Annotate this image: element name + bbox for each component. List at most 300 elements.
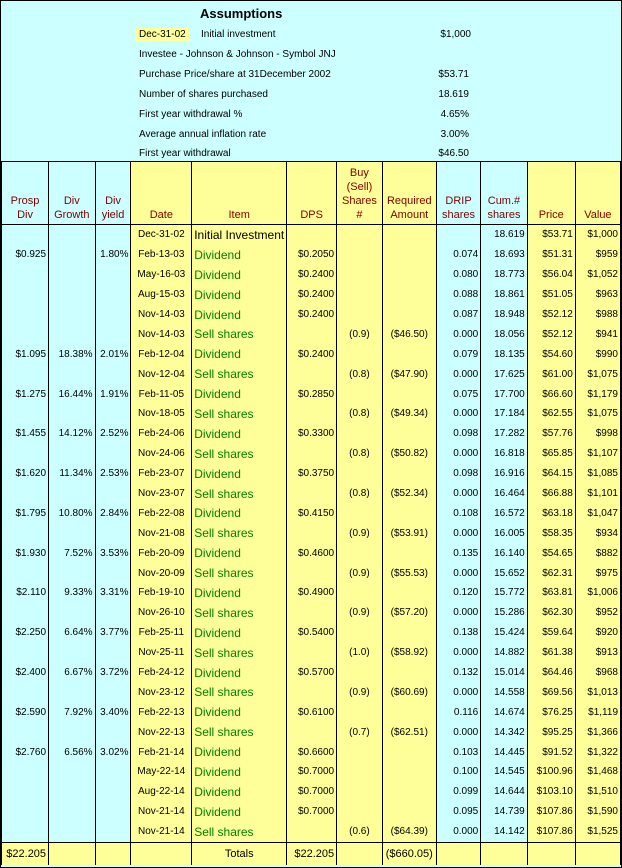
table-cell (287, 364, 337, 384)
assumption-text: Average annual inflation rate (139, 129, 267, 140)
table-cell (382, 623, 436, 643)
table-cell: 2.53% (95, 464, 131, 484)
table-cell: 11.34% (49, 464, 96, 484)
table-cell (287, 682, 337, 702)
column-header: Div yield (95, 162, 131, 225)
table-cell: $0.2850 (287, 384, 337, 404)
table-cell: $1,000 (575, 225, 620, 245)
table-cell (382, 384, 436, 404)
table-row (2, 782, 621, 802)
table-cell: 14.739 (481, 802, 527, 822)
table-cell (2, 265, 49, 285)
table-cell (49, 305, 96, 325)
table-cell: 17.282 (481, 424, 527, 444)
column-header: Div Growth (49, 162, 96, 225)
table-cell (337, 702, 383, 722)
table-cell: $1,179 (575, 384, 620, 404)
table-cell: 15.286 (481, 603, 527, 623)
table-cell (2, 484, 49, 504)
table-cell: $1.930 (2, 543, 49, 563)
table-cell: (0.8) (337, 404, 383, 424)
table-cell: Nov-23-07 (131, 484, 192, 504)
table-cell: $52.12 (527, 305, 575, 325)
table-cell (2, 782, 49, 802)
table-cell: $952 (575, 603, 620, 623)
table-cell: (0.9) (337, 682, 383, 702)
table-cell: $59.64 (527, 623, 575, 643)
table-cell (2, 364, 49, 384)
table-cell: 15.772 (481, 583, 527, 603)
table-cell: Dividend (192, 305, 287, 325)
totals-label: Totals (192, 842, 287, 865)
table-cell: ($57.20) (382, 603, 436, 623)
assumption-value: 18.619 (438, 89, 469, 100)
table-cell: $2.760 (2, 742, 49, 762)
table-cell (337, 424, 383, 444)
table-cell (49, 324, 96, 344)
table-cell: Aug-22-14 (131, 782, 192, 802)
table-cell: $76.25 (527, 702, 575, 722)
column-header: Prosp Div (2, 162, 49, 225)
table-cell (49, 523, 96, 543)
table-cell: 6.64% (49, 623, 96, 643)
table-cell (382, 225, 436, 245)
table-cell (2, 285, 49, 305)
table-cell (382, 265, 436, 285)
table-cell: Sell shares (192, 324, 287, 344)
table-cell: 15.652 (481, 563, 527, 583)
table-cell: Dividend (192, 663, 287, 683)
table-cell: 0.074 (436, 245, 480, 265)
table-cell: $968 (575, 663, 620, 683)
table-cell: $66.60 (527, 384, 575, 404)
table-cell (95, 802, 131, 822)
table-cell: 14.644 (481, 782, 527, 802)
table-cell: 9.33% (49, 583, 96, 603)
table-cell: Nov-12-04 (131, 364, 192, 384)
table-cell (382, 424, 436, 444)
table-cell: 0.088 (436, 285, 480, 305)
table-cell: 18.135 (481, 344, 527, 364)
table-cell (382, 663, 436, 683)
table-cell (95, 265, 131, 285)
table-cell: 6.67% (49, 663, 96, 683)
table-cell: Sell shares (192, 682, 287, 702)
table-cell (287, 822, 337, 842)
table-cell: Nov-24-06 (131, 444, 192, 464)
table-cell (95, 444, 131, 464)
assumptions-title: Assumptions (200, 6, 283, 21)
table-cell: $1,013 (575, 682, 620, 702)
table-cell: 16.818 (481, 444, 527, 464)
table-cell: 3.02% (95, 742, 131, 762)
table-cell (2, 603, 49, 623)
table-cell: $1,006 (575, 583, 620, 603)
table-cell: $2.590 (2, 702, 49, 722)
table-row (2, 742, 621, 762)
table-cell (95, 364, 131, 384)
table-cell: 0.075 (436, 384, 480, 404)
table-row (2, 643, 621, 663)
table-cell: 17.625 (481, 364, 527, 384)
table-cell (287, 484, 337, 504)
table-cell: Feb-22-08 (131, 503, 192, 523)
table-cell (287, 563, 337, 583)
table-cell (382, 782, 436, 802)
table-cell: $1,052 (575, 265, 620, 285)
table-cell: $1,468 (575, 762, 620, 782)
table-cell: ($55.53) (382, 563, 436, 583)
table-row (2, 822, 621, 842)
table-cell (95, 822, 131, 842)
table-cell: Dividend (192, 503, 287, 523)
table-cell: Sell shares (192, 722, 287, 742)
table-cell: $0.2400 (287, 265, 337, 285)
table-cell (49, 782, 96, 802)
table-cell (337, 265, 383, 285)
table-cell (49, 225, 96, 245)
table-cell (95, 682, 131, 702)
table-cell: ($58.92) (382, 643, 436, 663)
table-cell: (0.9) (337, 603, 383, 623)
table-row (2, 444, 621, 464)
table-cell: 15.424 (481, 623, 527, 643)
table-cell (2, 682, 49, 702)
table-cell: $1.095 (2, 344, 49, 364)
table-cell: $975 (575, 563, 620, 583)
table-cell: $0.7000 (287, 782, 337, 802)
table-cell: $0.2400 (287, 285, 337, 305)
column-header: Buy (Sell) Shares # (337, 162, 383, 225)
table-cell: $64.15 (527, 464, 575, 484)
table-cell: $0.2050 (287, 245, 337, 265)
table-cell: $963 (575, 285, 620, 305)
table-cell: 0.000 (436, 722, 480, 742)
table-cell: $56.04 (527, 265, 575, 285)
table-cell: $52.12 (527, 324, 575, 344)
table-cell (382, 285, 436, 305)
table-cell (2, 563, 49, 583)
table-cell: $1,107 (575, 444, 620, 464)
table-cell: $1.795 (2, 503, 49, 523)
totals-cell: $22.205 (287, 842, 337, 865)
table-cell: $913 (575, 643, 620, 663)
table-cell: Dec-31-02 (131, 225, 192, 245)
table-cell: (1.0) (337, 643, 383, 663)
table-cell: $53.71 (527, 225, 575, 245)
table-row (2, 603, 621, 623)
table-cell: 16.916 (481, 464, 527, 484)
table-cell: 18.948 (481, 305, 527, 325)
table-cell: ($46.50) (382, 324, 436, 344)
table-cell (337, 503, 383, 523)
table-cell: 14.882 (481, 643, 527, 663)
table-row (2, 344, 621, 364)
table-cell: 0.000 (436, 404, 480, 424)
totals-cell (575, 842, 620, 865)
table-cell: 0.132 (436, 663, 480, 683)
table-cell: $103.10 (527, 782, 575, 802)
table-cell: 0.000 (436, 444, 480, 464)
table-cell: $0.6600 (287, 742, 337, 762)
table-cell: Dividend (192, 762, 287, 782)
table-cell: 14.674 (481, 702, 527, 722)
table-cell: $0.2400 (287, 344, 337, 364)
table-cell: 18.056 (481, 324, 527, 344)
table-cell (337, 464, 383, 484)
table-cell: Sell shares (192, 603, 287, 623)
column-header: Price (527, 162, 575, 225)
table-cell: 0.000 (436, 682, 480, 702)
table-cell: 0.098 (436, 464, 480, 484)
table-cell (49, 404, 96, 424)
table-cell: $100.96 (527, 762, 575, 782)
table-cell: 0.000 (436, 822, 480, 842)
assumption-date: Dec-31-02 (135, 28, 190, 41)
table-cell: $1,075 (575, 404, 620, 424)
totals-cell: ($660.05) (382, 842, 436, 865)
table-cell: $1.455 (2, 424, 49, 444)
table-row (2, 324, 621, 344)
table-cell: 0.000 (436, 484, 480, 504)
table-cell: 0.120 (436, 583, 480, 603)
table-cell: 0.000 (436, 563, 480, 583)
assumption-value: 4.65% (440, 109, 469, 120)
table-cell: Dividend (192, 245, 287, 265)
table-cell (337, 762, 383, 782)
table-row (2, 682, 621, 702)
table-cell: Sell shares (192, 523, 287, 543)
table-cell: Sell shares (192, 444, 287, 464)
table-row (2, 384, 621, 404)
table-cell: (0.8) (337, 444, 383, 464)
table-cell (382, 543, 436, 563)
assumption-value: 3.00% (440, 129, 469, 140)
table-cell (49, 643, 96, 663)
table-cell: 0.000 (436, 643, 480, 663)
table-cell: 16.464 (481, 484, 527, 504)
table-cell: Sell shares (192, 822, 287, 842)
table-cell: (0.9) (337, 324, 383, 344)
totals-cell (131, 842, 192, 865)
table-cell: $54.65 (527, 543, 575, 563)
table-cell (95, 225, 131, 245)
table-cell: $62.30 (527, 603, 575, 623)
table-cell: $66.88 (527, 484, 575, 504)
table-cell: $62.31 (527, 563, 575, 583)
table-cell (2, 225, 49, 245)
table-row (2, 305, 621, 325)
table-cell: 3.31% (95, 583, 131, 603)
table-cell: $2.400 (2, 663, 49, 683)
table-cell: Sell shares (192, 364, 287, 384)
table-row (2, 762, 621, 782)
table-cell (337, 802, 383, 822)
table-cell (95, 523, 131, 543)
table-cell: Dividend (192, 344, 287, 364)
table-cell: Nov-14-03 (131, 305, 192, 325)
totals-cell (481, 842, 527, 865)
column-header: Required Amount (382, 162, 436, 225)
table-cell (287, 444, 337, 464)
table-cell (382, 245, 436, 265)
table-cell: $1,322 (575, 742, 620, 762)
table-cell: 16.572 (481, 503, 527, 523)
table-cell: Feb-25-11 (131, 623, 192, 643)
table-cell (95, 643, 131, 663)
table-cell: 18.693 (481, 245, 527, 265)
totals-cell (436, 842, 480, 865)
table-cell: $1.275 (2, 384, 49, 404)
table-cell: Nov-20-09 (131, 563, 192, 583)
table-cell (2, 404, 49, 424)
table-cell: (0.7) (337, 722, 383, 742)
table-cell: Feb-20-09 (131, 543, 192, 563)
table-cell (49, 484, 96, 504)
table-cell: Feb-22-13 (131, 702, 192, 722)
table-cell (2, 324, 49, 344)
table-cell: $0.7000 (287, 802, 337, 822)
table-cell (382, 344, 436, 364)
column-header: Value (575, 162, 620, 225)
table-cell (337, 344, 383, 364)
table-cell: $2.110 (2, 583, 49, 603)
table-row (2, 245, 621, 265)
table-cell (95, 404, 131, 424)
table-cell: $0.3300 (287, 424, 337, 444)
table-cell: $107.86 (527, 802, 575, 822)
table-cell: Nov-23-12 (131, 682, 192, 702)
table-cell (95, 563, 131, 583)
table-row (2, 225, 621, 245)
table-cell: Nov-22-13 (131, 722, 192, 742)
table-cell: $0.4900 (287, 583, 337, 603)
table-cell: 0.000 (436, 523, 480, 543)
table-cell: 0.095 (436, 802, 480, 822)
table-cell (382, 802, 436, 822)
table-cell: Sell shares (192, 563, 287, 583)
column-header: Date (131, 162, 192, 225)
table-cell: Dividend (192, 782, 287, 802)
table-cell: ($49.34) (382, 404, 436, 424)
table-cell: $63.18 (527, 503, 575, 523)
table-cell: 0.099 (436, 782, 480, 802)
table-cell: 0.135 (436, 543, 480, 563)
table-cell: Nov-21-14 (131, 802, 192, 822)
table-cell (287, 225, 337, 245)
table-cell: 14.445 (481, 742, 527, 762)
table-cell: Feb-24-06 (131, 424, 192, 444)
table-cell: $0.4600 (287, 543, 337, 563)
table-cell: $58.35 (527, 523, 575, 543)
table-row (2, 702, 621, 722)
table-cell (337, 225, 383, 245)
table-cell: 0.116 (436, 702, 480, 722)
table-cell: ($53.91) (382, 523, 436, 543)
table-cell (49, 364, 96, 384)
table-cell (337, 384, 383, 404)
table-cell: $57.76 (527, 424, 575, 444)
table-cell: Dividend (192, 285, 287, 305)
table-cell: Feb-13-03 (131, 245, 192, 265)
table-cell: $107.86 (527, 822, 575, 842)
table-cell: Dividend (192, 424, 287, 444)
table-cell: $0.4150 (287, 503, 337, 523)
table-cell: $1,085 (575, 464, 620, 484)
table-cell: $61.00 (527, 364, 575, 384)
table-header-row (2, 162, 621, 225)
table-cell: 3.40% (95, 702, 131, 722)
table-cell (95, 484, 131, 504)
table-cell: Sell shares (192, 643, 287, 663)
assumption-value: $53.71 (438, 69, 469, 80)
table-cell: $51.05 (527, 285, 575, 305)
table-cell (337, 623, 383, 643)
table-cell: Dividend (192, 802, 287, 822)
table-cell: Dividend (192, 464, 287, 484)
table-cell: ($52.34) (382, 484, 436, 504)
table-cell: $95.25 (527, 722, 575, 742)
table-cell: $920 (575, 623, 620, 643)
table-cell: May-16-03 (131, 265, 192, 285)
table-row (2, 543, 621, 563)
table-row (2, 802, 621, 822)
table-cell: Dividend (192, 384, 287, 404)
column-header: Item (192, 162, 287, 225)
table-cell: 1.91% (95, 384, 131, 404)
table-cell: $1,119 (575, 702, 620, 722)
table-cell: 16.140 (481, 543, 527, 563)
table-cell: 0.103 (436, 742, 480, 762)
table-cell: $1,590 (575, 802, 620, 822)
table-row (2, 663, 621, 683)
table-cell: 7.92% (49, 702, 96, 722)
table-row (2, 523, 621, 543)
table-cell: $941 (575, 324, 620, 344)
table-cell: 6.56% (49, 742, 96, 762)
table-cell: 16.005 (481, 523, 527, 543)
table-cell (49, 444, 96, 464)
table-cell (2, 643, 49, 663)
table-cell: $0.3750 (287, 464, 337, 484)
totals-cell: $22.205 (2, 842, 49, 865)
table-cell: Nov-21-08 (131, 523, 192, 543)
table-cell (49, 603, 96, 623)
assumption-text: Investee - Johnson & Johnson - Symbol JNJ (139, 49, 336, 60)
table-cell (49, 245, 96, 265)
table-cell (337, 305, 383, 325)
table-cell: 2.52% (95, 424, 131, 444)
table-cell: $998 (575, 424, 620, 444)
table-cell: May-22-14 (131, 762, 192, 782)
table-cell (287, 603, 337, 623)
table-row (2, 563, 621, 583)
table-cell (95, 603, 131, 623)
table-cell: 10.80% (49, 503, 96, 523)
table-cell: 0.098 (436, 424, 480, 444)
table-cell: 0.000 (436, 324, 480, 344)
totals-cell (95, 842, 131, 865)
table-cell (337, 742, 383, 762)
table-cell (2, 762, 49, 782)
table-cell: $64.46 (527, 663, 575, 683)
table-cell (382, 762, 436, 782)
table-cell: 0.079 (436, 344, 480, 364)
table-cell: Nov-26-10 (131, 603, 192, 623)
table-cell: $2.250 (2, 623, 49, 643)
table-cell (382, 305, 436, 325)
table-cell: Feb-19-10 (131, 583, 192, 603)
